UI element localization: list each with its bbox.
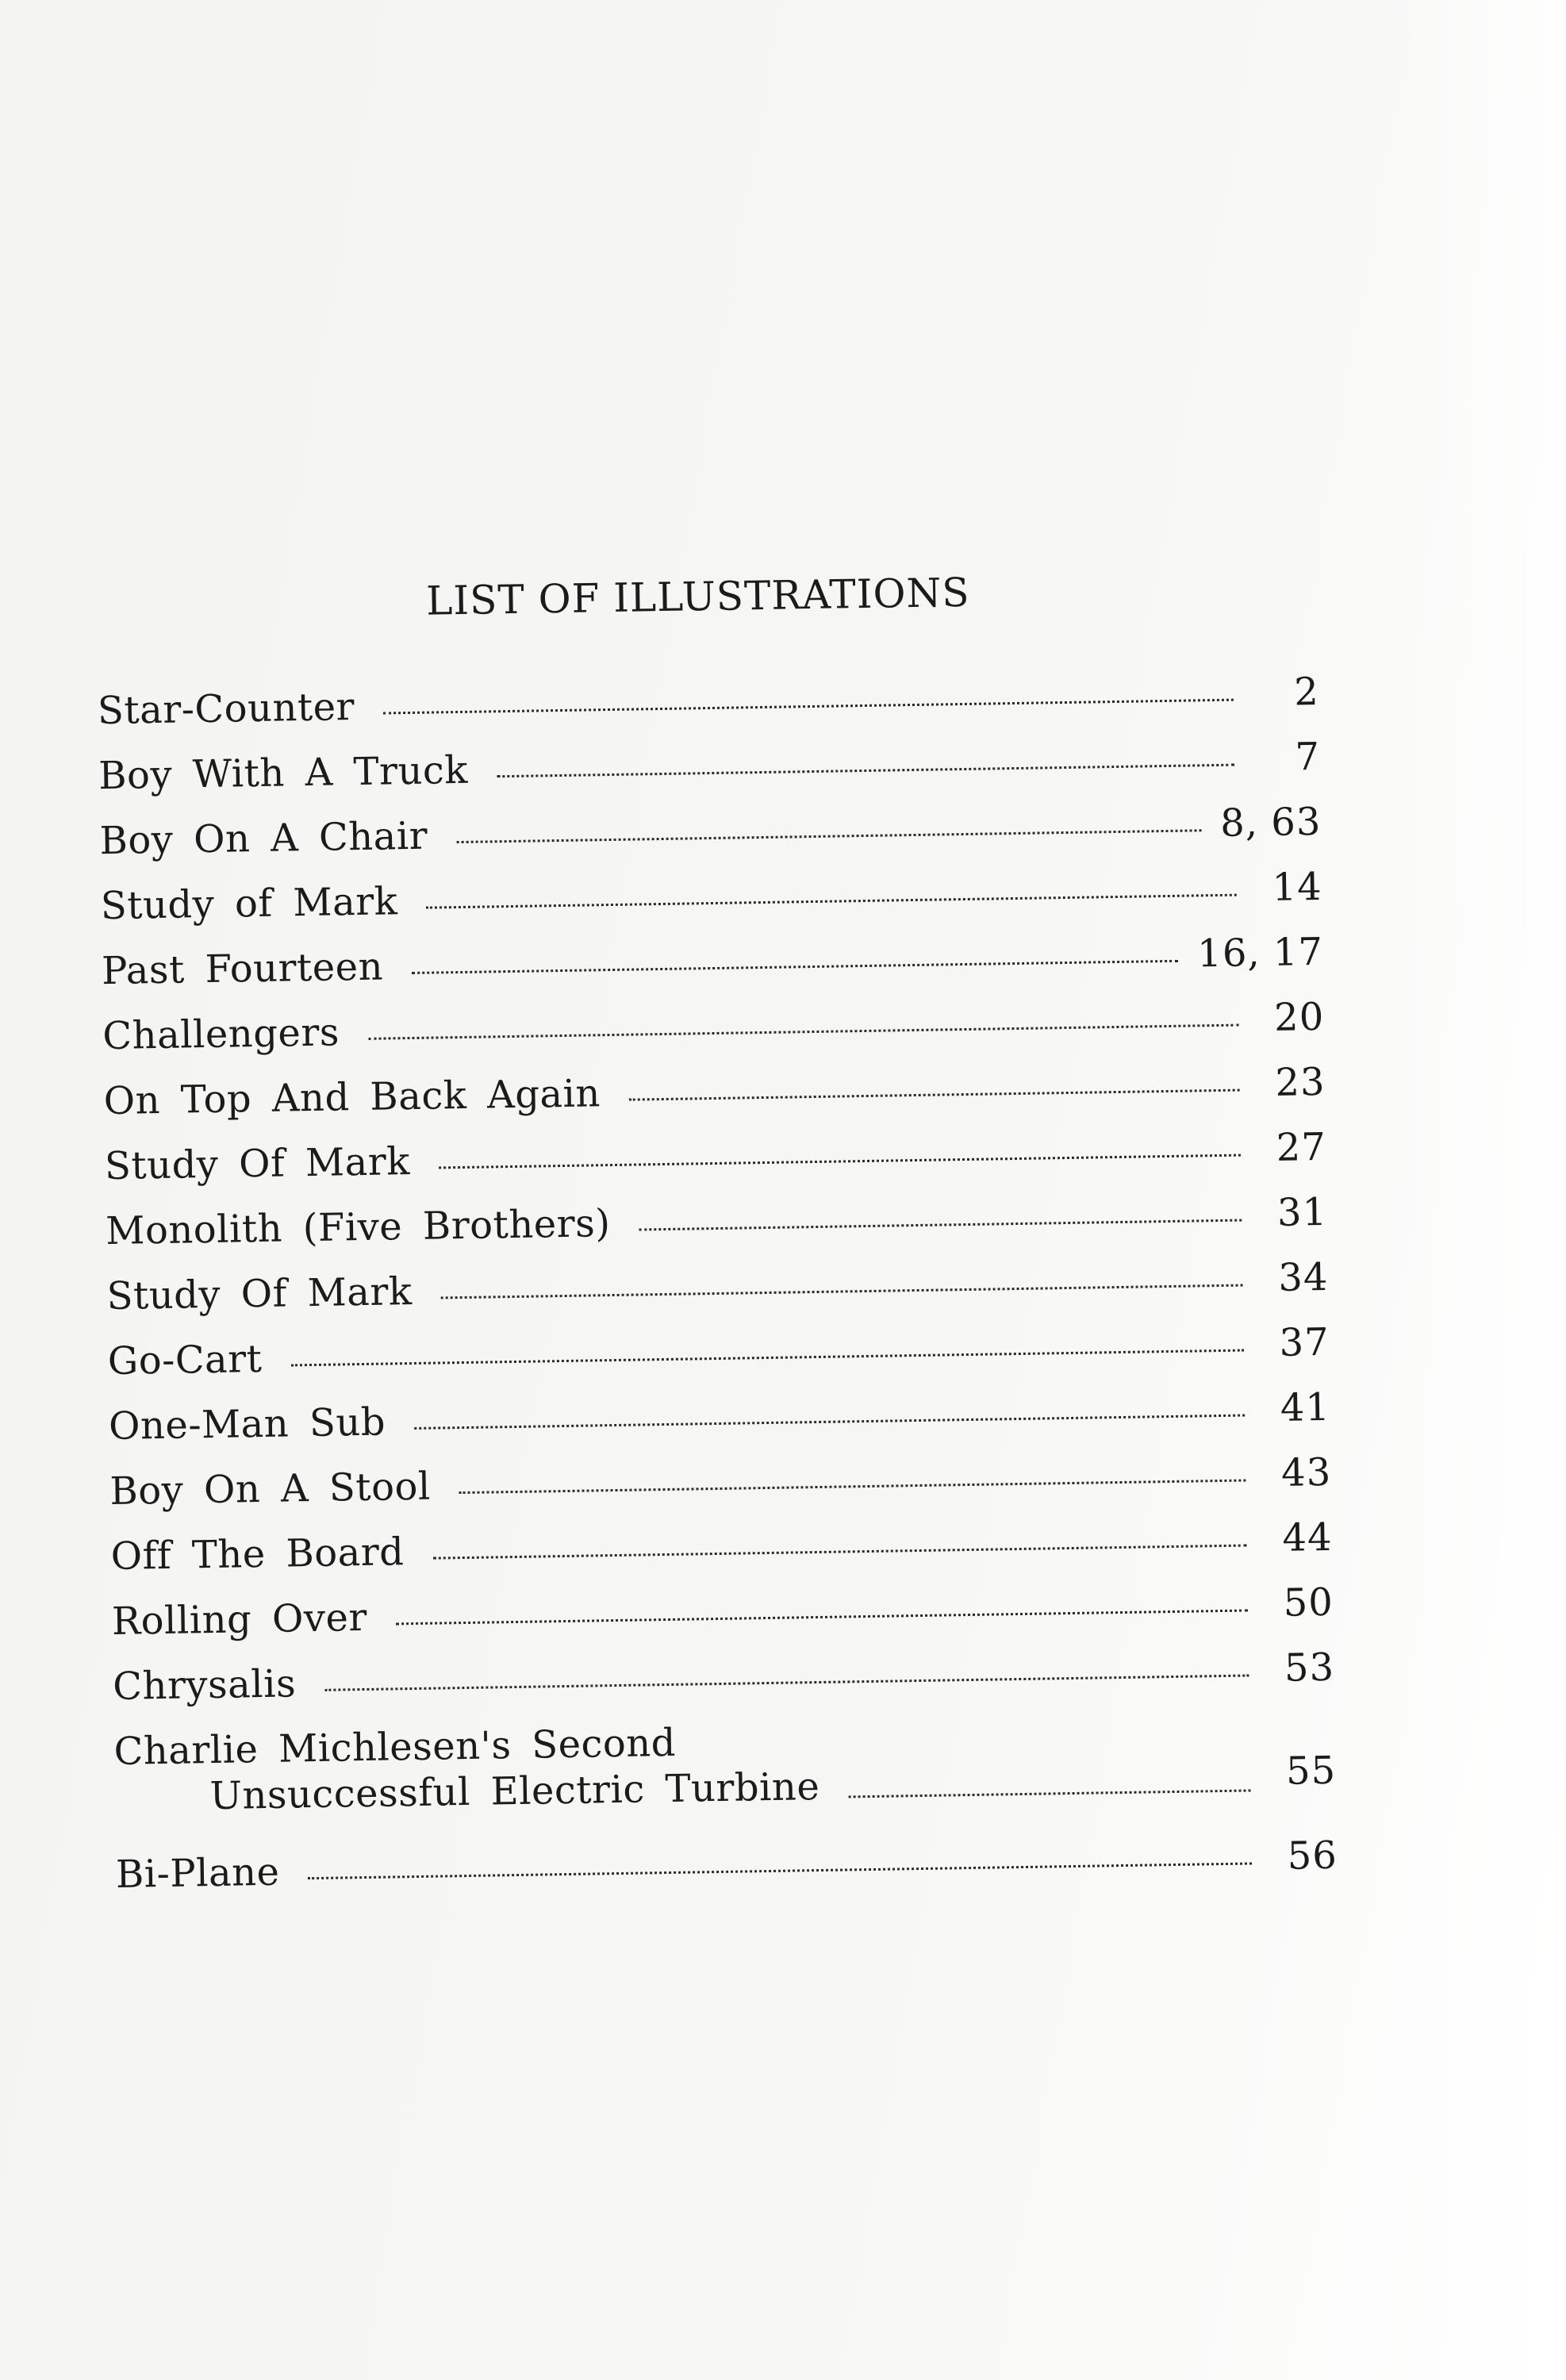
dot-leader	[396, 1610, 1248, 1626]
dot-leader	[459, 1480, 1246, 1495]
entry-title: On Top And Back Again	[103, 1071, 601, 1124]
list-item	[106, 1254, 1329, 1319]
dot-leader	[639, 1219, 1242, 1231]
entry-pages: 56	[1287, 1833, 1338, 1879]
entry-title: Rolling Over	[111, 1595, 368, 1644]
entry-pages: 16, 17	[1196, 929, 1324, 977]
dot-leader	[414, 1415, 1245, 1430]
list-item	[113, 1645, 1335, 1710]
list-item	[102, 929, 1324, 994]
entry-pages: 14	[1272, 864, 1323, 910]
entry-pages: 2	[1293, 669, 1320, 715]
list-item	[110, 1514, 1333, 1580]
list-item	[98, 734, 1321, 799]
list-item	[107, 1319, 1330, 1384]
list-item	[105, 1124, 1327, 1189]
page-title: LIST OF ILLUSTRATIONS	[425, 569, 970, 624]
entry-title: Study Of Mark	[104, 1139, 411, 1189]
dot-leader	[412, 960, 1178, 974]
dot-leader	[432, 1545, 1246, 1560]
entry-title: Star-Counter	[97, 685, 355, 734]
entry-title: Past Fourteen	[101, 944, 384, 994]
entry-title: Bi-Plane	[115, 1849, 280, 1897]
dot-leader	[497, 764, 1234, 778]
entry-pages: 7	[1295, 734, 1321, 780]
entry-title: Boy On A Stool	[109, 1464, 432, 1514]
entry-title-line-2: Unsuccessful Electric Turbine	[209, 1764, 820, 1819]
entry-title: Monolith (Five Brothers)	[105, 1201, 611, 1254]
dot-leader	[439, 1154, 1241, 1169]
entry-pages: 31	[1276, 1189, 1328, 1235]
dot-leader	[383, 699, 1234, 715]
list-item	[109, 1384, 1331, 1449]
list-item	[102, 994, 1325, 1059]
entry-pages: 20	[1273, 994, 1325, 1040]
dot-leader	[848, 1789, 1250, 1798]
dot-leader	[456, 829, 1201, 843]
list-item	[116, 1833, 1338, 1898]
entry-pages: 8, 63	[1219, 799, 1322, 846]
entry-title: Go-Cart	[107, 1336, 263, 1384]
dot-leader	[629, 1089, 1240, 1101]
list-item	[106, 1189, 1328, 1254]
dot-leader	[324, 1674, 1249, 1691]
entry-pages: 44	[1282, 1514, 1333, 1560]
entry-pages: 43	[1280, 1449, 1332, 1495]
dot-leader	[368, 1024, 1238, 1040]
entry-pages: 37	[1279, 1319, 1330, 1365]
entry-title	[113, 1718, 820, 1821]
entry-title-line-1: Charlie Michlesen's Second	[113, 1720, 677, 1774]
list-item	[103, 1059, 1326, 1124]
entry-pages: 27	[1276, 1124, 1327, 1170]
entry-title: Challengers	[102, 1010, 340, 1059]
entry-title: Off The Board	[110, 1530, 405, 1580]
entry-title: Boy On A Chair	[99, 813, 428, 864]
dot-leader	[426, 894, 1237, 909]
list-item	[109, 1449, 1332, 1514]
entry-title: Chrysalis	[112, 1661, 297, 1709]
entry-pages: 41	[1280, 1384, 1331, 1430]
dot-leader	[290, 1349, 1243, 1367]
entry-title: One-Man Sub	[108, 1399, 386, 1449]
entry-pages: 50	[1283, 1580, 1334, 1626]
entry-title: Study Of Mark	[106, 1269, 413, 1319]
list-item	[100, 864, 1322, 929]
entry-pages: 34	[1277, 1254, 1329, 1300]
list-item	[113, 1710, 1337, 1821]
entry-pages: 55	[1285, 1748, 1337, 1794]
list-item	[112, 1580, 1334, 1645]
dot-leader	[440, 1284, 1242, 1299]
entry-title: Study of Mark	[100, 879, 398, 929]
entry-title: Boy With A Truck	[98, 747, 469, 799]
entry-pages: 53	[1284, 1645, 1335, 1691]
dot-leader	[309, 1862, 1252, 1879]
entry-pages: 23	[1275, 1059, 1326, 1105]
list-item	[98, 669, 1320, 734]
list-item	[99, 799, 1322, 864]
